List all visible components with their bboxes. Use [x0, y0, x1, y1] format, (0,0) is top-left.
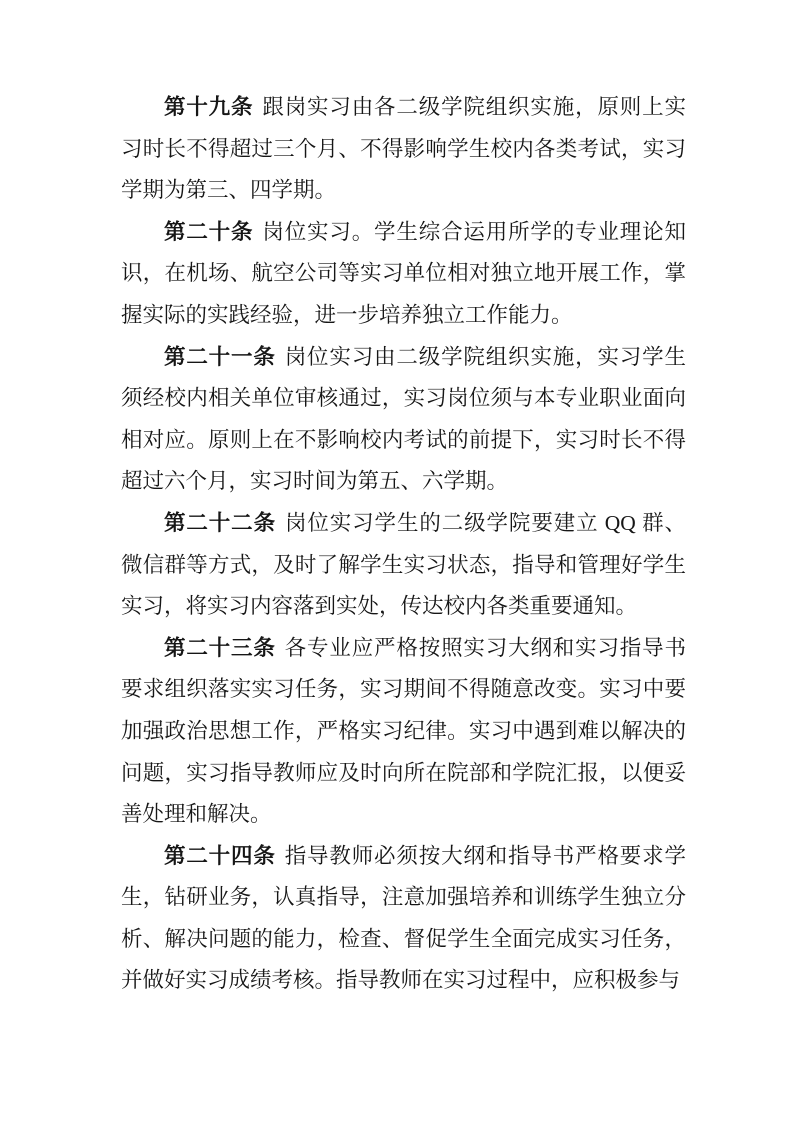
article-23-heading: 第二十三条 [164, 635, 276, 660]
article-23-body: 各专业应严格按照实习大纲和实习指导书要求组织落实实习任务，实习期间不得随意改变。实习中要加强政治思想工作，严格实习纪律。实习中遇到难以解决的问题，实习指导教师应及时向所在院部和学院汇报，以便妥善处理和解决。 [121, 635, 686, 827]
article-22-body: 岗位实习学生的二级学院要建立 QQ 群、微信群等方式，及时了解学生实习状态，指导和管理好学生实习，将实习内容落到实处，传达校内各类重要通知。 [121, 510, 686, 619]
paragraph-article-23 [121, 628, 686, 836]
article-20-body: 岗位实习。学生综合运用所学的专业理论知识，在机场、航空公司等实习单位相对独立地开展工作，掌握实际的实践经验，进一步培养独立工作能力。 [121, 219, 686, 327]
paragraph-article-22 [121, 503, 686, 628]
article-21-body: 岗位实习由二级学院组织实施，实习学生须经校内相关单位审核通过，实习岗位须与本专业职业面向相对应。原则上在不影响校内考试的前提下，实习时长不得超过六个月，实习时间为第五、六学期。 [121, 344, 686, 494]
article-24-heading: 第二十四条 [164, 843, 276, 868]
article-24-body: 指导教师必须按大纲和指导书严格要求学生，钻研业务，认真指导，注意加强培养和训练学生独立分析、解决问题的能力，检查、督促学生全面完成实习任务，并做好实习成绩考核。指导教师在实习过程中，应积极参与 [121, 843, 686, 993]
document-text-block [121, 87, 686, 1002]
article-22-heading: 第二十二条 [164, 510, 276, 535]
paragraph-article-19 [121, 87, 686, 212]
article-20-heading: 第二十条 [164, 219, 254, 244]
paragraph-article-20 [121, 212, 686, 337]
paragraph-article-21 [121, 337, 686, 503]
article-21-heading: 第二十一条 [164, 344, 276, 369]
paragraph-article-24 [121, 836, 686, 1002]
article-19-heading: 第十九条 [164, 95, 254, 119]
article-19-body: 跟岗实习由各二级学院组织实施，原则上实习时长不得超过三个月、不得影响学生校内各类考试，实习学期为第三、四学期。 [121, 95, 686, 203]
